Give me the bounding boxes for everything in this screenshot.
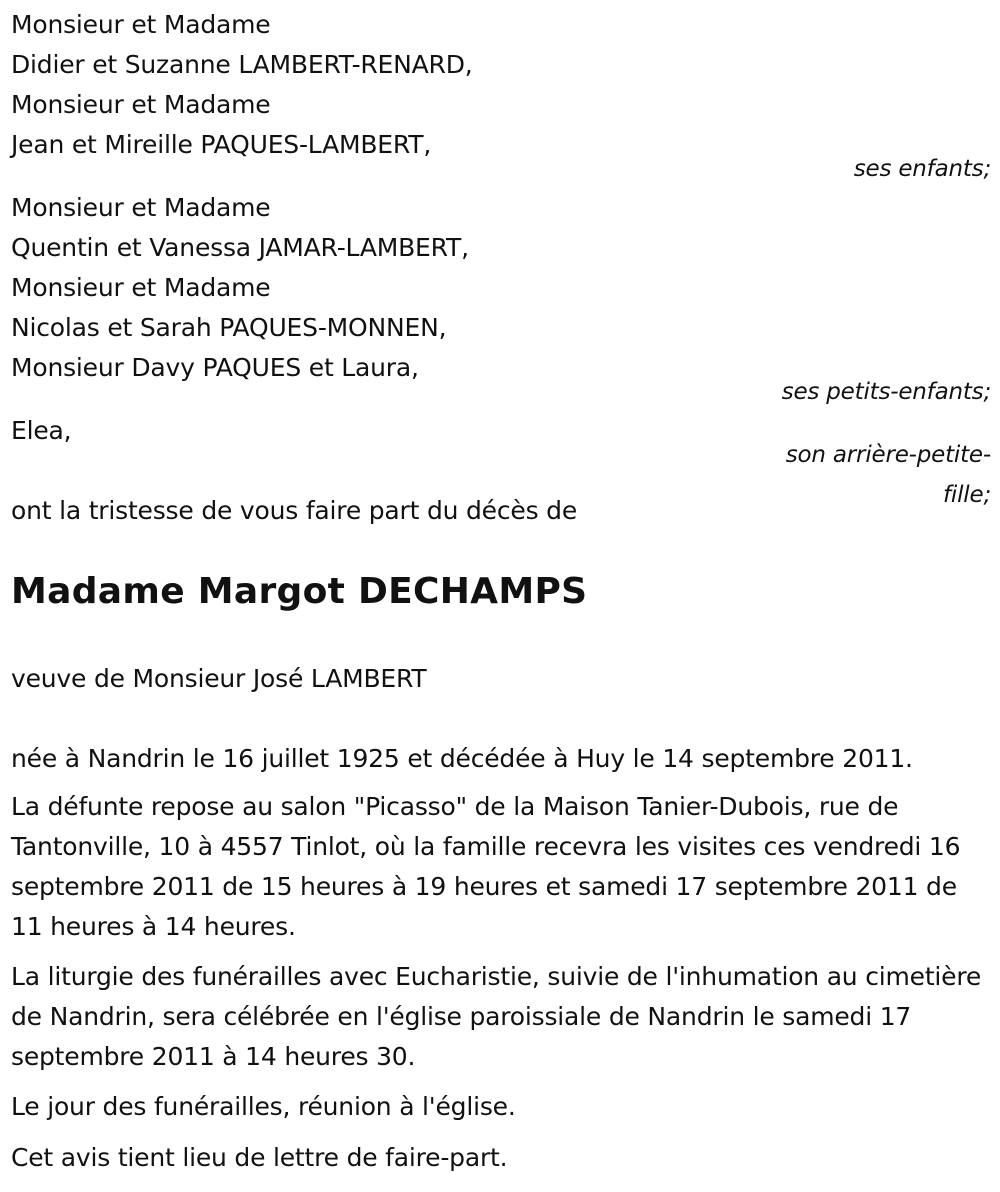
widow-of-text: veuve de Monsieur José LAMBERT	[11, 664, 427, 693]
grandchild-line-1: Monsieur et Madame	[11, 193, 271, 222]
grandchild-line-2: Quentin et Vanessa JAMAR-LAMBERT,	[11, 233, 469, 262]
announcement-text: ont la tristesse de vous faire part du décès de	[11, 496, 578, 525]
liturgy-paragraph: La liturgie des funérailles avec Eucharistie, suivie de l'inhumation au cimetière de Nandrin, sera célébrée en l'église paroissiale de Nandrin le samedi 17 septembre 2011 à 14 heures 30.	[11, 962, 982, 1071]
notice-paragraph: Cet avis tient lieu de lettre de faire-part.	[11, 1143, 508, 1172]
great-grandchild-role-line-2: fille;	[943, 482, 991, 508]
child-line-3: Monsieur et Madame	[11, 90, 271, 119]
great-grandchild-line: Elea,	[11, 416, 72, 445]
visitation-paragraph: La défunte repose au salon "Picasso" de la Maison Tanier-Dubois, rue de Tantonville, 10 à 4557 Tinlot, où la famille recevra les visites ces vendredi 16 septembre 2011 de 15 heures à 19 heures et samedi 17 septembre 2011 de 11 heures à 14 heures.	[11, 792, 961, 941]
birth-death-text: née à Nandrin le 16 juillet 1925 et décédée à Huy le 14 septembre 2011.	[11, 744, 913, 773]
child-line-2: Didier et Suzanne LAMBERT-RENARD,	[11, 50, 473, 79]
grandchildren-role: ses petits-enfants;	[781, 379, 991, 405]
child-line-4: Jean et Mireille PAQUES-LAMBERT,	[11, 130, 432, 159]
grandchild-line-5: Monsieur Davy PAQUES et Laura,	[11, 353, 419, 382]
child-line-1: Monsieur et Madame	[11, 10, 271, 39]
grandchild-line-3: Monsieur et Madame	[11, 273, 271, 302]
deceased-name: Madame Margot DECHAMPS	[11, 571, 588, 612]
meeting-paragraph: Le jour des funérailles, réunion à l'église.	[11, 1092, 516, 1121]
children-role: ses enfants;	[853, 156, 991, 182]
grandchild-line-4: Nicolas et Sarah PAQUES-MONNEN,	[11, 313, 447, 342]
great-grandchild-role-line-1: son arrière-petite-	[785, 442, 991, 468]
